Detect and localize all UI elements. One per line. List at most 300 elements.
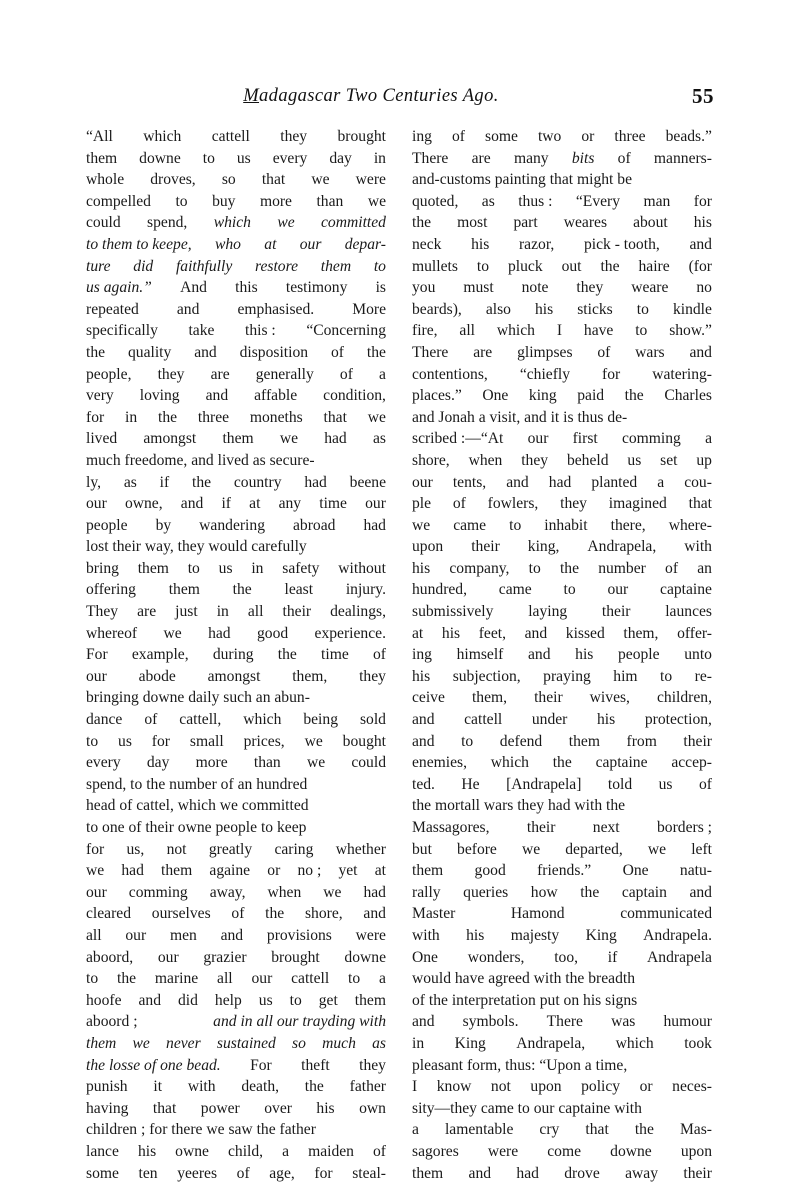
word: amongst [208, 666, 261, 688]
word: his [138, 1141, 156, 1163]
word: in [217, 601, 229, 623]
word: cleared [86, 903, 131, 925]
word: the [278, 644, 297, 666]
word: example, [132, 644, 189, 666]
italic-word: who [215, 234, 241, 256]
word: were [356, 169, 386, 191]
word: during [213, 644, 254, 666]
word: we [163, 623, 181, 645]
word: aboord ; [86, 1011, 138, 1033]
word: unto [684, 644, 712, 666]
word: a [379, 968, 386, 990]
word: the [560, 558, 579, 580]
word: tents, [453, 472, 486, 494]
word: two [538, 126, 561, 148]
word: their [602, 601, 631, 623]
italic-word: ture [86, 256, 111, 278]
word: their [527, 817, 556, 839]
word: cattell [291, 968, 329, 990]
word: friends.” [537, 860, 591, 882]
word: us [627, 450, 641, 472]
word: abroad [293, 515, 335, 537]
word: for [694, 191, 712, 213]
word: paid [577, 385, 604, 407]
text-line [86, 1055, 386, 1077]
text-line [412, 385, 712, 407]
word: whether [336, 839, 386, 861]
text-line [86, 644, 386, 666]
word: injury. [346, 579, 386, 601]
word: ple [412, 493, 431, 515]
italic-word: them [86, 1033, 116, 1055]
word: ing [412, 126, 432, 148]
word: get [319, 990, 338, 1012]
word: hundred, [412, 579, 467, 601]
word: ly, [86, 472, 101, 494]
word: and [412, 709, 435, 731]
word: They [86, 601, 118, 623]
text-line [86, 536, 386, 558]
word: this [235, 277, 258, 299]
word: a [282, 1141, 289, 1163]
italic-word: to them to keepe, [86, 234, 192, 256]
word: their [683, 731, 712, 753]
word: as [373, 428, 386, 450]
word: an [697, 558, 712, 580]
text-line [412, 191, 712, 213]
word: our [86, 493, 107, 515]
word: all [248, 601, 264, 623]
text-line [412, 1055, 712, 1077]
italic-word: restore [255, 256, 298, 278]
word: them [412, 860, 443, 882]
word: the [625, 385, 644, 407]
word: this : [245, 320, 276, 342]
word: our [607, 579, 628, 601]
word: our [125, 925, 146, 947]
word: and [206, 385, 229, 407]
word: I [412, 1076, 417, 1098]
text-line [412, 428, 712, 450]
word: upon [412, 536, 443, 558]
word: thus : [518, 191, 552, 213]
word: symbols. [463, 1011, 519, 1033]
text-line [412, 687, 712, 709]
word: we [305, 731, 323, 753]
word: whereof [86, 623, 137, 645]
word: steal- [352, 1163, 386, 1184]
word: at [249, 493, 260, 515]
word: manners- [654, 148, 712, 170]
word: and [181, 493, 204, 515]
text-column-left [86, 126, 386, 1184]
text-line [86, 839, 386, 861]
word: Charles [664, 385, 712, 407]
word: emphasised. [237, 299, 314, 321]
word: in [374, 148, 386, 170]
word: have [584, 320, 613, 342]
word: Master [412, 903, 455, 925]
word: which [616, 1033, 654, 1055]
word: we [307, 752, 325, 774]
word: which [497, 320, 535, 342]
word: and [525, 623, 548, 645]
word: glimpses [517, 342, 572, 364]
word: king [529, 385, 557, 407]
text-line [86, 428, 386, 450]
italic-word: at [264, 234, 276, 256]
word: than [316, 191, 343, 213]
text-line [412, 731, 712, 753]
word: There [547, 1011, 583, 1033]
word: if [160, 472, 170, 494]
word: captaine [660, 579, 712, 601]
word: by [156, 515, 172, 537]
word: our [251, 968, 272, 990]
word: as [482, 191, 495, 213]
text-line [412, 666, 712, 688]
word: safety [282, 558, 319, 580]
text-line [412, 1033, 712, 1055]
italic-word: committed [321, 212, 386, 234]
word: Mas- [680, 1119, 712, 1141]
text-line [86, 493, 386, 515]
word: company, [449, 558, 509, 580]
word: of [665, 558, 678, 580]
word: sagores [412, 1141, 459, 1163]
word: are [137, 601, 156, 623]
word: they [560, 493, 587, 515]
word: that [324, 407, 347, 429]
word: time [319, 493, 347, 515]
word: having [86, 1098, 128, 1120]
word: and [412, 731, 435, 753]
word: Andrapela [647, 947, 712, 969]
word: condition, [323, 385, 386, 407]
word: must [463, 277, 493, 299]
word: are [472, 148, 491, 170]
word: beads.” [666, 126, 712, 148]
text-line [412, 601, 712, 623]
word: you [412, 277, 435, 299]
word: to [477, 256, 489, 278]
word: people, [86, 364, 131, 386]
word: know [437, 1076, 472, 1098]
word: spend, to the number of an hundred [86, 776, 307, 793]
word: note [522, 277, 549, 299]
word: them [412, 1163, 443, 1184]
text-line [86, 169, 386, 191]
word: our [158, 947, 179, 969]
word: them [355, 990, 386, 1012]
word: cattell [464, 709, 502, 731]
word: about [633, 212, 668, 234]
word: pleasant form, thus: “Upon a time, [412, 1057, 627, 1074]
text-line [86, 1076, 386, 1098]
word: with [188, 1076, 216, 1098]
word: sticks [577, 299, 613, 321]
word: a [705, 428, 712, 450]
word: had [363, 882, 386, 904]
word: grazier [203, 947, 246, 969]
word: in [125, 407, 137, 429]
word: There [412, 342, 448, 364]
text-line [412, 968, 712, 990]
word: and [194, 342, 217, 364]
word: to [290, 990, 302, 1012]
text-line [86, 299, 386, 321]
word: are [211, 364, 230, 386]
word: own [359, 1098, 386, 1120]
word: There [412, 148, 448, 170]
word: downe [610, 1141, 652, 1163]
word: at [375, 860, 386, 882]
italic-word: faithfully [176, 256, 232, 278]
word: King [455, 1033, 486, 1055]
word: we [311, 169, 329, 191]
word: some [485, 126, 518, 148]
text-line [86, 191, 386, 213]
word: compelled [86, 191, 151, 213]
word: under [532, 709, 568, 731]
word: For [250, 1055, 272, 1077]
word: bringing downe daily such an abun- [86, 689, 310, 706]
word: with [684, 536, 712, 558]
text-line [86, 364, 386, 386]
word: neck [412, 234, 441, 256]
word: abode [139, 666, 176, 688]
word: “Concerning [306, 320, 386, 342]
text-line [86, 472, 386, 494]
word: wives, [590, 687, 630, 709]
word: ing [412, 644, 432, 666]
word: we [412, 515, 430, 537]
word: prices, [244, 731, 285, 753]
page-number: 55 [692, 84, 714, 109]
word: to [660, 666, 672, 688]
word: us, [127, 839, 145, 861]
word: they [359, 666, 386, 688]
word: all [459, 320, 475, 342]
text-line [86, 968, 386, 990]
word: loving [140, 385, 180, 407]
text-line [86, 1141, 386, 1163]
word: marine [155, 968, 198, 990]
word: them [569, 731, 600, 753]
word: set [660, 450, 677, 472]
word: us [659, 774, 673, 796]
italic-word: us again.” [86, 277, 152, 299]
word: to one of their owne people to keep [86, 819, 306, 836]
word: had [324, 428, 347, 450]
text-line [86, 256, 386, 278]
word: places.” [412, 385, 462, 407]
word: comming [622, 428, 681, 450]
text-line [412, 148, 712, 170]
word: him [613, 666, 637, 688]
word: but [412, 839, 432, 861]
text-line [412, 364, 712, 386]
word: weares [564, 212, 607, 234]
word: them [86, 148, 117, 170]
text-line [86, 277, 386, 299]
word: we [280, 428, 298, 450]
word: were [356, 925, 386, 947]
word: some [86, 1163, 119, 1184]
word: aboord, [86, 947, 133, 969]
word: being [303, 709, 338, 731]
word: upon [681, 1141, 712, 1163]
word: One [623, 860, 649, 882]
word: ourselves [152, 903, 211, 925]
word: that [689, 493, 712, 515]
text-line [412, 1141, 712, 1163]
word: downe [139, 148, 181, 170]
word: head of cattel, which we committed [86, 797, 309, 814]
word: of [597, 342, 610, 364]
word: to [564, 579, 576, 601]
word: which [491, 752, 529, 774]
word: more [260, 191, 292, 213]
text-line [412, 882, 712, 904]
word: we [86, 860, 104, 882]
word: lived [86, 428, 117, 450]
text-line [412, 450, 712, 472]
italic-word: we [277, 212, 294, 234]
word: so [222, 169, 236, 191]
text-line [86, 407, 386, 429]
word: wonders, [468, 947, 525, 969]
word: buy [212, 191, 235, 213]
text-line [412, 990, 712, 1012]
text-line [412, 558, 712, 580]
word: of [231, 903, 244, 925]
text-line [86, 623, 386, 645]
text-line [86, 342, 386, 364]
word: their [683, 1163, 712, 1184]
word: we [368, 191, 386, 213]
word: before [457, 839, 497, 861]
word: no ; [297, 860, 321, 882]
word: there, [611, 515, 646, 537]
text-line [412, 1098, 712, 1120]
word: comming [129, 882, 188, 904]
word: captaine [596, 752, 648, 774]
word: came [453, 515, 486, 537]
word: One [482, 385, 508, 407]
word: also [486, 299, 511, 321]
word: scribed :—“At [412, 428, 503, 450]
word: which [243, 709, 281, 731]
word: shore, [305, 903, 343, 925]
word: yeeres [177, 1163, 217, 1184]
word: affable [254, 385, 297, 407]
word: many [514, 148, 549, 170]
word: very [86, 385, 114, 407]
word: told [608, 774, 632, 796]
word: spend, [147, 212, 187, 234]
word: maiden [308, 1141, 354, 1163]
text-line [86, 1033, 386, 1055]
word: man [643, 191, 670, 213]
word: lamentable [445, 1119, 513, 1141]
word: if [221, 493, 231, 515]
text-line [86, 450, 386, 472]
word: greatly [209, 839, 252, 861]
word: “All [86, 126, 113, 148]
word: to [461, 731, 473, 753]
word: for [602, 364, 620, 386]
italic-word: and in all our trayding with [213, 1011, 386, 1033]
word: had [208, 623, 231, 645]
text-line [412, 212, 712, 234]
word: part [513, 212, 537, 234]
text-line [86, 687, 386, 709]
word: his [442, 623, 460, 645]
italic-word: to [374, 256, 386, 278]
italic-word: never [166, 1033, 201, 1055]
word: specifically [86, 320, 158, 342]
word: left [691, 839, 712, 861]
text-line [412, 947, 712, 969]
word: when [469, 450, 503, 472]
word: communicated [620, 903, 712, 925]
word: time [321, 644, 349, 666]
word: than [254, 752, 281, 774]
word: without [338, 558, 386, 580]
word: the [233, 579, 252, 601]
text-line [412, 579, 712, 601]
word: not [491, 1076, 511, 1098]
word: good [257, 623, 288, 645]
text-line [412, 774, 712, 796]
text-line [412, 817, 712, 839]
word: and [469, 1163, 492, 1184]
text-line [412, 299, 712, 321]
word: we [648, 839, 666, 861]
word: his [694, 212, 712, 234]
word: hoofe [86, 990, 122, 1012]
text-line [86, 860, 386, 882]
word: and [363, 903, 386, 925]
italic-word: sustained [217, 1033, 276, 1055]
word: his [466, 925, 484, 947]
word: from [627, 731, 657, 753]
word: us [237, 148, 251, 170]
text-line [86, 126, 386, 148]
word: them [222, 428, 253, 450]
word: least [285, 579, 314, 601]
word: theft [301, 1055, 330, 1077]
word: good [475, 860, 506, 882]
italic-word: our [300, 234, 322, 256]
word: More [352, 299, 386, 321]
word: and [506, 472, 529, 494]
word: Andrapela. [643, 925, 712, 947]
word: and-customs painting that might be [412, 171, 632, 188]
word: a [657, 472, 664, 494]
word: in [412, 1033, 424, 1055]
word: haire [638, 256, 669, 278]
word: brought [271, 947, 320, 969]
word: Andrapela, [516, 1033, 585, 1055]
word: accep- [671, 752, 712, 774]
text-line [86, 925, 386, 947]
word: to [188, 558, 200, 580]
word: all [86, 925, 102, 947]
text-line [412, 752, 712, 774]
text-line [412, 536, 712, 558]
